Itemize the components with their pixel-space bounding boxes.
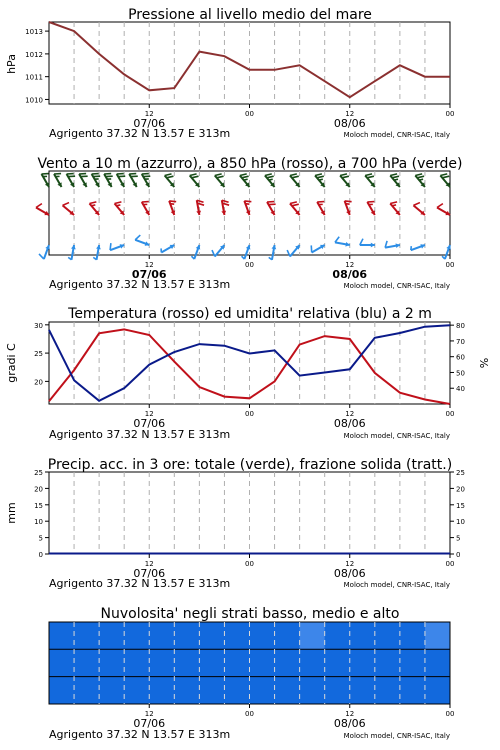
y-tick-label: 40 — [456, 385, 465, 394]
x-tick-label: 00 — [445, 261, 455, 269]
x-date-label: 08/06 — [333, 117, 366, 130]
cloud-cell — [174, 677, 200, 705]
cloud-cell — [199, 677, 225, 705]
wind-barb-feather — [39, 254, 44, 259]
cloud-cell — [275, 649, 301, 677]
x-tick-label: 00 — [245, 261, 254, 269]
x-tick-label: 00 — [245, 110, 254, 118]
wind-barb — [385, 241, 400, 248]
wind-barb-feather — [315, 174, 322, 176]
humidity-ylabel: % — [478, 357, 491, 369]
wind-barb-feather — [345, 201, 352, 202]
wind-barb-feather — [415, 174, 422, 176]
credit-text: Moloch model, CNR-ISAC, Italy — [343, 131, 450, 139]
cloud-cell — [174, 649, 200, 677]
wind-barb-feather — [167, 176, 174, 178]
wind-barb — [110, 243, 124, 250]
wind-barb-feather — [365, 174, 372, 176]
cloud-cell — [74, 677, 100, 705]
wind-barb-feather — [217, 176, 224, 178]
cloud-cell — [425, 677, 451, 705]
cloud-cell — [300, 622, 326, 650]
cloud-cell — [425, 649, 451, 677]
wind-barb-feather — [240, 174, 247, 176]
wind-barb — [221, 200, 229, 215]
wind-barb-feather — [267, 176, 274, 178]
x-date-label: 07/06 — [133, 117, 166, 130]
cloud-cell — [325, 649, 351, 677]
wind-barb-feather — [265, 174, 272, 176]
wind-barb-feather — [191, 256, 194, 259]
wind-barb — [63, 203, 74, 215]
precipitation-title: Precip. acc. in 3 ore: totale (verde), frazione solida (tratt.) — [47, 457, 453, 473]
wind-barb-feather — [440, 174, 447, 176]
y-tick-label: 25 — [34, 469, 43, 477]
cloud-cell — [250, 649, 276, 677]
x-date-label: 07/06 — [133, 567, 166, 580]
x-tick-label: 12 — [144, 261, 154, 269]
wind-barb-feather — [392, 176, 399, 178]
wind-barb-feather — [437, 204, 443, 208]
cloud-cell — [400, 622, 426, 650]
wind-barb — [317, 202, 325, 215]
y-tick-label: 5 — [456, 534, 461, 543]
location-text: Agrigento 37.32 N 13.57 E 313m — [49, 728, 231, 741]
pressure-ylabel: hPa — [5, 54, 18, 74]
wind-barb — [68, 245, 76, 260]
wind-barb — [104, 174, 113, 187]
credit-text: Moloch model, CNR-ISAC, Italy — [343, 581, 450, 589]
wind-barb — [290, 174, 300, 187]
wind-barb-feather — [335, 237, 339, 243]
wind-barb — [440, 174, 450, 187]
wind-barb — [115, 202, 125, 215]
cloud-cell — [425, 622, 451, 650]
wind-barb — [161, 245, 174, 253]
wind-barb-feather — [419, 179, 423, 180]
wind-barb-feather — [115, 202, 122, 204]
wind-barb — [165, 174, 175, 187]
wind-barb-feather — [417, 176, 424, 178]
wind-barb — [415, 174, 425, 187]
cloud-cell — [375, 649, 401, 677]
x-tick-label: 00 — [245, 410, 254, 418]
wind-barb — [135, 235, 149, 246]
x-date-label: 08/06 — [333, 417, 366, 430]
y-tick-label: 25 — [456, 469, 465, 477]
y-tick-label: 1012 — [25, 50, 43, 59]
wind-barb-feather — [190, 174, 197, 176]
cloud-cell — [174, 622, 200, 650]
wind-barb — [169, 201, 176, 215]
wind-barb-feather — [135, 235, 140, 240]
wind-barb — [269, 245, 277, 260]
cloud-cell — [99, 622, 125, 650]
cloud-cell — [49, 622, 75, 650]
x-date-label: 07/06 — [131, 268, 167, 281]
cloud-cell — [49, 649, 75, 677]
wind-barb-feather — [91, 205, 95, 206]
wind-barb-feather — [89, 202, 96, 204]
wind-barb — [360, 239, 375, 248]
x-tick-label: 12 — [144, 410, 154, 418]
cloud-cell — [350, 649, 376, 677]
x-tick-label: 12 — [345, 560, 355, 568]
wind-barb-feather — [340, 174, 347, 176]
cloud-cell — [224, 649, 250, 677]
wind-title: Vento a 10 m (azzurro), a 850 hPa (rosso), a 700 hPa (verde) — [37, 156, 463, 172]
wind-barb — [215, 174, 225, 187]
wind-barb-feather — [390, 174, 397, 176]
cloud-cell — [149, 622, 175, 650]
x-tick-label: 12 — [144, 710, 154, 718]
x-date-label: 08/06 — [333, 717, 366, 730]
cloud-cell — [199, 649, 225, 677]
wind-barb-feather — [244, 179, 248, 180]
cloud-cell — [325, 677, 351, 705]
wind-barb — [315, 174, 325, 187]
x-date-label: 07/06 — [133, 717, 166, 730]
cloud-cell — [300, 649, 326, 677]
wind-barb-feather — [192, 176, 199, 178]
wind-barb — [244, 201, 251, 215]
x-tick-label: 12 — [144, 110, 154, 118]
cloud-cell — [375, 677, 401, 705]
wind-barb-feather — [212, 250, 215, 256]
cloud-cell — [275, 677, 301, 705]
y-tick-label: 70 — [456, 337, 465, 346]
credit-text: Moloch model, CNR-ISAC, Italy — [343, 432, 450, 440]
location-text: Agrigento 37.32 N 13.57 E 313m — [49, 127, 231, 140]
wind-barb-feather — [319, 179, 323, 180]
y-tick-label: 1011 — [25, 73, 43, 82]
cloud-cell — [350, 677, 376, 705]
y-tick-label: 20 — [456, 485, 465, 494]
wind-barb-feather — [292, 204, 299, 206]
cloud-cell — [300, 677, 326, 705]
wind-barb — [367, 202, 375, 215]
cloud-cell — [74, 622, 100, 650]
x-tick-label: 00 — [445, 410, 455, 418]
y-tick-label: 1010 — [25, 96, 43, 105]
temperature-ylabel: gradi C — [5, 343, 18, 383]
wind-barb — [36, 204, 49, 215]
wind-barb-feather — [292, 176, 299, 178]
wind-barb-feather — [169, 201, 176, 202]
cloud-cell — [224, 677, 250, 705]
y-tick-label: 60 — [456, 353, 465, 362]
y-tick-label: 15 — [34, 501, 43, 510]
wind-barb-feather — [394, 179, 398, 180]
wind-barb — [265, 174, 275, 187]
temperature-title: Temperatura (rosso) ed umidita' relativa (blu) a 2 m — [68, 306, 432, 322]
x-date-label: 07/06 — [133, 417, 166, 430]
wind-barb — [190, 174, 200, 187]
wind-barb-feather — [242, 256, 245, 259]
wind-barb-feather — [290, 202, 297, 204]
wind-barb — [340, 174, 350, 187]
wind-barb — [54, 174, 62, 187]
wind-barb-feather — [392, 205, 396, 206]
location-text: Agrigento 37.32 N 13.57 E 313m — [49, 278, 231, 291]
wind-barb — [335, 237, 350, 247]
x-tick-label: 12 — [345, 410, 355, 418]
cloud-cell — [124, 622, 150, 650]
precipitation-panel — [5, 457, 465, 590]
wind-barb — [142, 202, 150, 215]
cloud-cell — [375, 622, 401, 650]
y-tick-label: 50 — [456, 369, 465, 378]
y-tick-label: 20 — [34, 485, 43, 494]
cloud-cell — [250, 622, 276, 650]
cloud-cell — [149, 649, 175, 677]
wind-barb — [345, 201, 352, 215]
cloud-cell — [124, 677, 150, 705]
x-tick-label: 00 — [245, 710, 254, 718]
wind-barb — [196, 200, 204, 215]
wind-barb — [39, 245, 50, 259]
wind-barb — [129, 174, 138, 187]
wind-barb-feather — [165, 174, 172, 176]
cloud-cell — [275, 622, 301, 650]
wind-barb-feather — [215, 174, 222, 176]
cloud-cell — [400, 677, 426, 705]
x-tick-label: 00 — [445, 110, 455, 118]
x-tick-label: 00 — [445, 710, 455, 718]
y-tick-label: 15 — [456, 501, 465, 510]
wind-barb — [311, 245, 324, 253]
wind-barb — [390, 174, 400, 187]
wind-barb-feather — [244, 201, 251, 202]
credit-text: Moloch model, CNR-ISAC, Italy — [343, 732, 450, 740]
credit-text: Moloch model, CNR-ISAC, Italy — [343, 282, 450, 290]
wind-barb — [240, 174, 250, 187]
wind-barb-feather — [390, 202, 397, 204]
wind-barb — [93, 245, 101, 260]
x-tick-label: 12 — [345, 110, 355, 118]
y-tick-label: 20 — [34, 378, 43, 387]
y-tick-label: 10 — [34, 518, 43, 527]
x-tick-label: 00 — [245, 560, 254, 568]
x-date-label: 08/06 — [333, 567, 366, 580]
x-tick-label: 12 — [345, 261, 355, 269]
cloud-cell — [99, 649, 125, 677]
cloud-cell — [199, 622, 225, 650]
wind-barb — [89, 202, 99, 215]
cloud-cell — [124, 649, 150, 677]
y-tick-label: 1013 — [25, 28, 43, 37]
wind-barb-feather — [36, 204, 42, 208]
wind-barb — [79, 174, 88, 187]
x-date-label: 08/06 — [332, 268, 368, 281]
precipitation-ylabel: mm — [5, 502, 18, 524]
cloud-cell — [74, 649, 100, 677]
wind-barb-feather — [269, 179, 273, 180]
cloud-panel — [49, 606, 454, 741]
location-text: Agrigento 37.32 N 13.57 E 313m — [49, 428, 231, 441]
temperature-panel — [5, 306, 491, 441]
wind-barb-feather — [317, 176, 324, 178]
x-tick-label: 12 — [144, 560, 154, 568]
pressure-title: Pressione al livello medio del mare — [128, 7, 372, 23]
wind-barb-feather — [367, 176, 374, 178]
wind-barb-feather — [442, 176, 449, 178]
wind-barb — [42, 174, 50, 187]
y-tick-label: 0 — [38, 551, 43, 559]
wind-barb-head — [371, 243, 375, 248]
wind-barb — [411, 244, 425, 250]
cloud-cell — [224, 622, 250, 650]
wind-barb-feather — [242, 176, 249, 178]
cloud-cell — [149, 677, 175, 705]
wind-barb-feather — [442, 256, 445, 259]
wind-barb-feather — [290, 174, 297, 176]
cloud-cell — [49, 677, 75, 705]
wind-barb-feather — [342, 176, 349, 178]
y-tick-label: 30 — [34, 321, 43, 330]
cloud-cell — [350, 622, 376, 650]
pressure-panel — [5, 7, 454, 140]
y-tick-label: 25 — [34, 350, 43, 359]
wind-barb-feather — [116, 205, 120, 206]
cloud-cell — [325, 622, 351, 650]
y-tick-label: 0 — [456, 551, 461, 559]
wind-barb-feather — [63, 203, 69, 206]
cloud-title: Nuvolosita' negli strati basso, medio e alto — [100, 606, 400, 622]
x-tick-label: 12 — [345, 710, 355, 718]
wind-barb — [413, 203, 424, 215]
x-tick-label: 00 — [445, 560, 455, 568]
y-tick-label: 10 — [456, 518, 465, 527]
wind-barb — [365, 174, 375, 187]
wind-barb-feather — [110, 243, 111, 250]
wind-barb — [437, 204, 450, 215]
cloud-cell — [99, 677, 125, 705]
cloud-cell — [250, 677, 276, 705]
wind-barb — [390, 202, 400, 215]
y-tick-label: 5 — [38, 534, 43, 543]
cloud-cell — [400, 649, 426, 677]
wind-barb-feather — [287, 250, 290, 256]
location-text: Agrigento 37.32 N 13.57 E 313m — [49, 577, 231, 590]
wind-panel — [36, 156, 463, 291]
wind-barb — [290, 202, 300, 215]
y-tick-label: 80 — [456, 322, 465, 331]
wind-barb-feather — [413, 203, 419, 206]
